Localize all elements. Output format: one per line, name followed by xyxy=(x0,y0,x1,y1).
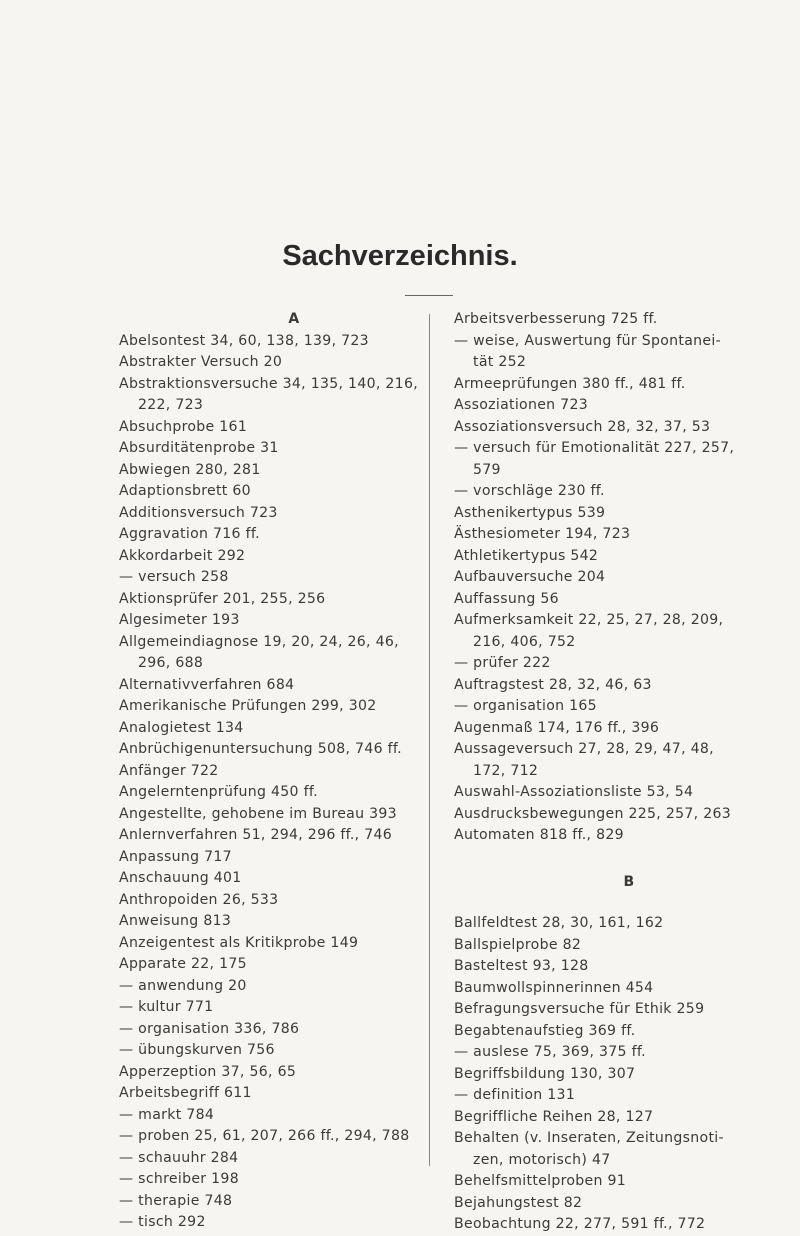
entry-continuation-line: 296, 688 xyxy=(138,655,204,671)
index-entry xyxy=(119,374,469,417)
entry-line: Arbeitsbegriff 611 xyxy=(119,1085,252,1101)
entry-line: Ballfeldtest 28, 30, 161, 162 xyxy=(454,915,664,931)
entry-line: Arbeitsverbesserung 725 ff. xyxy=(454,311,658,327)
entry-line: Abstraktionsversuche 34, 135, 140, 216, xyxy=(119,375,418,392)
index-entry xyxy=(119,976,469,998)
index-entry xyxy=(454,546,800,568)
index-entry xyxy=(454,935,800,957)
entry-line: Aussageversuch 27, 28, 29, 47, 48, xyxy=(454,741,714,757)
entry-line: — proben 25, 61, 207, 266 ff., 294, 788 xyxy=(119,1128,410,1144)
index-entry xyxy=(119,632,469,675)
entry-line: — schreiber 198 xyxy=(119,1171,239,1187)
index-entry xyxy=(119,460,469,482)
index-entry xyxy=(454,481,800,503)
index-entry xyxy=(454,739,800,782)
index-entry xyxy=(119,890,469,912)
index-entry xyxy=(454,309,800,331)
entry-line: Apparate 22, 175 xyxy=(119,956,247,972)
entry-line: Adaptionsbrett 60 xyxy=(119,483,251,499)
entry-line: Assoziationen 723 xyxy=(454,397,588,413)
index-entry xyxy=(119,589,469,611)
index-entry xyxy=(119,503,469,525)
entry-line: — anwendung 20 xyxy=(119,977,247,994)
entry-line: Anpassung 717 xyxy=(119,848,232,865)
entry-line: Asthenikertypus 539 xyxy=(454,504,606,521)
index-entry xyxy=(454,1085,800,1107)
right-entry-list-a xyxy=(454,309,800,847)
index-entry xyxy=(119,1019,469,1041)
entry-line: — organisation 336, 786 xyxy=(119,1020,300,1037)
index-entry xyxy=(454,1107,800,1129)
entry-continuation-line: 579 xyxy=(473,461,501,478)
section-letter-b: B xyxy=(623,873,635,890)
entry-line: Alternativverfahren 684 xyxy=(119,676,295,693)
entry-line: Athletikertypus 542 xyxy=(454,547,599,564)
entry-line: Auffassung 56 xyxy=(454,590,559,607)
entry-line: — prüfer 222 xyxy=(454,655,551,671)
entry-line: Befragungsversuche für Ethik 259 xyxy=(454,1001,705,1017)
entry-line: — vorschläge 230 ff. xyxy=(454,483,605,499)
entry-line: Assoziationsversuch 28, 32, 37, 53 xyxy=(454,418,711,435)
index-entry xyxy=(119,718,469,740)
index-entry xyxy=(454,589,800,611)
entry-line: Auftragstest 28, 32, 46, 63 xyxy=(454,676,652,693)
index-entry xyxy=(119,438,469,460)
entry-line: Absurditätenprobe 31 xyxy=(119,440,279,456)
index-entry xyxy=(119,933,469,955)
page-title: Sachverzeichnis. xyxy=(282,240,518,272)
entry-line: Ausdrucksbewegungen 225, 257, 263 xyxy=(454,805,732,822)
entry-line: — organisation 165 xyxy=(454,698,597,714)
index-entry xyxy=(119,761,469,783)
entry-line: Ballspielprobe 82 xyxy=(454,936,582,953)
index-entry xyxy=(454,696,800,718)
index-entry xyxy=(119,911,469,933)
index-entry xyxy=(454,610,800,653)
entry-line: — versuch 258 xyxy=(119,569,229,585)
index-entry xyxy=(454,1042,800,1064)
index-entry xyxy=(119,739,469,761)
entry-line: Anfänger 722 xyxy=(119,762,219,779)
index-entry xyxy=(119,675,469,697)
entry-line: Anlernverfahren 51, 294, 296 ff., 746 xyxy=(119,827,393,843)
entry-line: Abwiegen 280, 281 xyxy=(119,461,261,478)
entry-line: Armeeprüfungen 380 ff., 481 ff. xyxy=(454,375,686,392)
entry-line: Analogietest 134 xyxy=(119,719,244,736)
entry-line: Angelerntenprüfung 450 ff. xyxy=(119,784,318,800)
entry-line: Aktionsprüfer 201, 255, 256 xyxy=(119,590,326,607)
right-column xyxy=(454,309,800,1236)
entry-line: Augenmaß 174, 176 ff., 396 xyxy=(454,719,660,736)
index-entry xyxy=(119,610,469,632)
index-entry xyxy=(454,1064,800,1086)
entry-line: Apperzeption 37, 56, 65 xyxy=(119,1063,297,1080)
index-entry xyxy=(454,653,800,675)
index-entry xyxy=(454,913,800,935)
entry-continuation-line: tät 252 xyxy=(473,354,527,370)
entry-line: Begriffliche Reihen 28, 127 xyxy=(454,1108,654,1125)
entry-line: Algesimeter 193 xyxy=(119,612,240,628)
index-entry xyxy=(454,718,800,740)
entry-line: — auslese 75, 369, 375 ff. xyxy=(454,1044,646,1060)
entry-line: Angestellte, gehobene im Bureau 393 xyxy=(119,805,397,822)
index-entry xyxy=(454,417,800,439)
entry-line: — therapie 748 xyxy=(119,1192,233,1209)
index-entry xyxy=(119,481,469,503)
entry-line: Aufbauversuche 204 xyxy=(454,569,606,585)
entry-line: Allgemeindiagnose 19, 20, 24, 26, 46, xyxy=(119,633,399,650)
entry-line: Basteltest 93, 128 xyxy=(454,958,589,974)
entry-line: Amerikanische Prüfungen 299, 302 xyxy=(119,698,377,714)
entry-line: Behalten (v. Inseraten, Zeitungsnoti- xyxy=(454,1130,724,1146)
entry-line: Absuchprobe 161 xyxy=(119,418,248,435)
index-entry xyxy=(454,503,800,525)
entry-line: Abelsontest 34, 60, 138, 139, 723 xyxy=(119,332,369,349)
index-entry xyxy=(119,1062,469,1084)
entry-line: Beobachtung 22, 277, 591 ff., 772 xyxy=(454,1216,706,1232)
entry-line: Anbrüchigenuntersuchung 508, 746 ff. xyxy=(119,741,402,757)
index-entry xyxy=(454,331,800,374)
entry-line: Anweisung 813 xyxy=(119,913,232,929)
index-entry xyxy=(454,438,800,481)
entry-line: — kultur 771 xyxy=(119,999,214,1015)
entry-line: Anschauung 401 xyxy=(119,870,242,886)
index-entry xyxy=(119,954,469,976)
index-entry xyxy=(119,1148,469,1170)
index-entry xyxy=(119,1083,469,1105)
index-entry xyxy=(454,804,800,826)
index-entry xyxy=(454,956,800,978)
index-entry xyxy=(119,1040,469,1062)
entry-line: Abstrakter Versuch 20 xyxy=(119,354,283,370)
entry-line: Aggravation 716 ff. xyxy=(119,526,260,542)
entry-continuation-line: 172, 712 xyxy=(473,762,539,779)
right-entry-list-b xyxy=(454,913,800,1236)
left-entry-list xyxy=(119,331,469,1234)
left-column xyxy=(119,309,469,1234)
entry-line: Bejahungstest 82 xyxy=(454,1194,583,1211)
entry-line: Akkordarbeit 292 xyxy=(119,547,246,564)
entry-line: Begriffsbildung 130, 307 xyxy=(454,1065,636,1082)
index-entry xyxy=(119,997,469,1019)
index-entry xyxy=(119,804,469,826)
index-entry xyxy=(454,1128,800,1171)
entry-line: Aufmerksamkeit 22, 25, 27, 28, 209, xyxy=(454,612,724,628)
index-entry xyxy=(119,1169,469,1191)
entry-continuation-line: zen, motorisch) 47 xyxy=(473,1151,611,1168)
index-entry xyxy=(119,847,469,869)
entry-line: Begabtenaufstieg 369 ff. xyxy=(454,1022,636,1039)
index-entry xyxy=(119,567,469,589)
index-entry xyxy=(119,1212,469,1234)
entry-line: Additionsversuch 723 xyxy=(119,504,278,521)
entry-line: Ästhesiometer 194, 723 xyxy=(454,526,631,542)
index-entry xyxy=(454,1171,800,1193)
entry-line: Automaten 818 ff., 829 xyxy=(454,827,624,843)
entry-continuation-line: 216, 406, 752 xyxy=(473,633,576,650)
index-entry xyxy=(119,417,469,439)
index-entry xyxy=(119,352,469,374)
index-entry xyxy=(454,524,800,546)
section-letter-a: A xyxy=(288,311,300,327)
entry-line: — schauuhr 284 xyxy=(119,1149,239,1166)
index-entry xyxy=(119,524,469,546)
index-entry xyxy=(454,567,800,589)
index-entry xyxy=(119,868,469,890)
index-entry xyxy=(454,978,800,1000)
index-entry xyxy=(454,825,800,847)
index-entry xyxy=(454,999,800,1021)
index-entry xyxy=(119,696,469,718)
index-entry xyxy=(119,1105,469,1127)
entry-line: — markt 784 xyxy=(119,1106,215,1123)
entry-line: Auswahl-Assoziationsliste 53, 54 xyxy=(454,784,694,800)
entry-line: Behelfsmittelproben 91 xyxy=(454,1173,627,1189)
index-entry xyxy=(119,1191,469,1213)
index-entry xyxy=(119,1126,469,1148)
entry-continuation-line: 222, 723 xyxy=(138,397,204,413)
entry-line: — übungskurven 756 xyxy=(119,1042,275,1058)
index-entry xyxy=(119,825,469,847)
index-entry xyxy=(454,1214,800,1236)
index-entry xyxy=(119,782,469,804)
entry-line: Anthropoiden 26, 533 xyxy=(119,891,279,908)
entry-line: — tisch 292 xyxy=(119,1214,206,1230)
index-entry xyxy=(454,1021,800,1043)
index-entry xyxy=(454,782,800,804)
index-entry xyxy=(454,374,800,396)
index-entry xyxy=(454,675,800,697)
index-entry xyxy=(119,331,469,353)
entry-line: — weise, Auswertung für Spontanei- xyxy=(454,332,721,349)
title-rule xyxy=(405,295,453,296)
entry-line: Anzeigentest als Kritikprobe 149 xyxy=(119,934,359,951)
index-entry xyxy=(454,395,800,417)
entry-line: — versuch für Emotionalität 227, 257, xyxy=(454,440,735,456)
entry-line: Baumwollspinnerinnen 454 xyxy=(454,979,654,996)
index-entry xyxy=(454,1193,800,1215)
index-entry xyxy=(119,546,469,568)
entry-line: — definition 131 xyxy=(454,1087,576,1103)
